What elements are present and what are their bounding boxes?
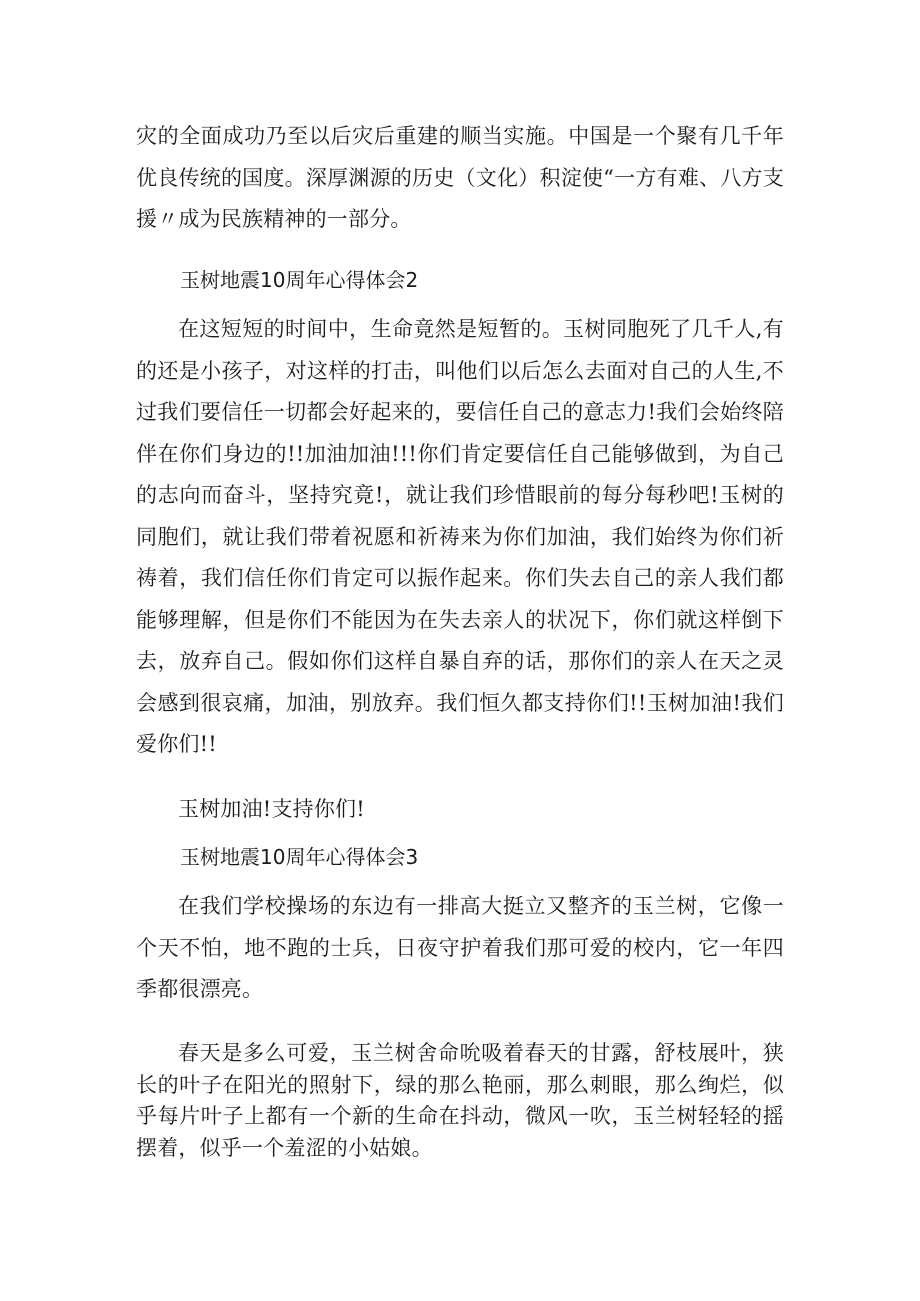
paragraph-section3-spring: 春天是多么可爱，玉兰树舍命吮吸着春天的甘露，舒枝展叶，狭长的叶子在阳光的照射下，绿的那么艳丽，那么刺眼，那么绚烂，似乎每片叶子上都有一个新的生命在抖动，微风一吹，玉兰树轻轻的摇摆着，似乎一个羞涩的小姑娘。 — [136, 1041, 784, 1160]
paragraph-section3-body: 在我们学校操场的东边有一排高大挺立又整齐的玉兰树，它像一个天不怕，地不跑的士兵，日夜守护着我们那可爱的校内，它一年四季都很漂亮。 — [136, 894, 784, 1001]
section-heading-3: 玉树地震10周年心得体会3 — [180, 845, 419, 869]
paragraph-section2-cheer: 玉树加油!支持你们! — [178, 797, 365, 821]
section-heading-2: 玉树地震10周年心得体会2 — [180, 268, 419, 292]
paragraph-intro: 灾的全面成功乃至以后灾后重建的顺当实施。中国是一个聚有几千年优良传统的国度。深厚渊源的历史（文化）积淀使“一方有难、八方支援〃成为民族精神的一部分。 — [136, 124, 784, 231]
paragraph-section2-body: 在这短短的时间中，生命竟然是短暂的。玉树同胞死了几千人,有的还是小孩子，对这样的打击，叫他们以后怎么去面对自己的人生,不过我们要信任一切都会好起来的，要信任自己的意志力!我们会始终陪伴在你们身边的!!加油加油!!!你们肯定要信任自己能够做到，为自己的志向而奋斗，坚持究竟!，就让我们珍惜眼前的每分每秒吧!玉树的同胞们，就让我们带着祝愿和祈祷来为你们加油，我们始终为你们祈祷着，我们信任你们肯定可以振作起来。你们失去自己的亲人我们都能够理解，但是你们不能因为在失去亲人的状况下，你们就这样倒下去，放弃自己。假如你们这样自暴自弃的话，那你们的亲人在天之灵会感到很哀痛，加油，别放弃。我们恒久都支持你们!!玉树加油!我们爱你们!! — [136, 317, 784, 756]
